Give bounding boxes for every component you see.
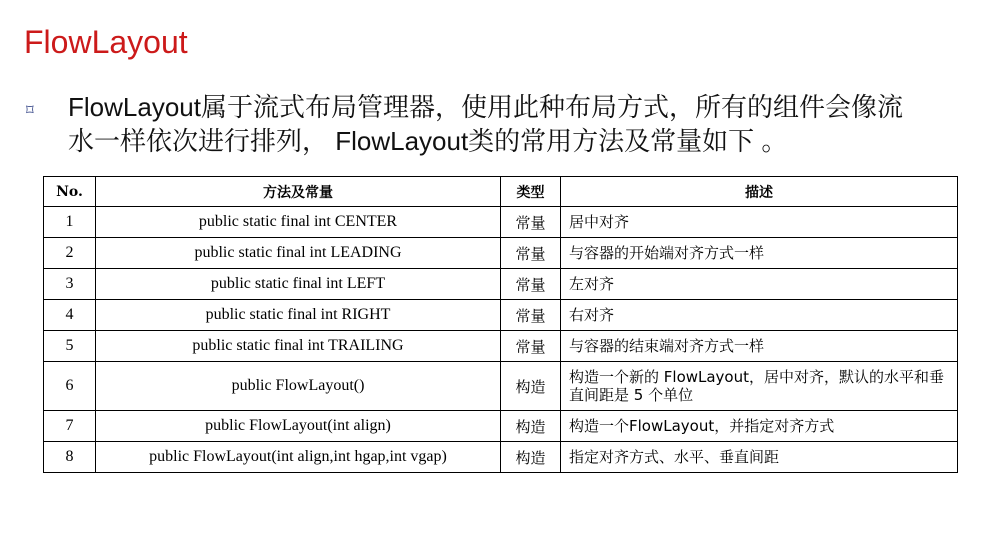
cell-no: 4 (44, 300, 96, 331)
intro-line-1: FlowLayout属于流式布局管理器，使用此种布局方式，所有的组件会像流 (68, 92, 903, 122)
table-row (44, 362, 958, 411)
cell-desc: 构造一个新的 FlowLayout，居中对齐，默认的水平和垂直间距是 5 个单位 (561, 362, 958, 411)
header-type: 类型 (501, 177, 561, 207)
table-row (44, 331, 958, 362)
cell-desc: 左对齐 (561, 269, 958, 300)
cell-type: 构造 (501, 411, 561, 442)
cell-method: public static final int TRAILING (96, 331, 501, 362)
cell-method: public static final int LEADING (96, 238, 501, 269)
table-row (44, 300, 958, 331)
header-desc: 描述 (561, 177, 958, 207)
table-row (44, 411, 958, 442)
cell-no: 5 (44, 331, 96, 362)
cell-method: public FlowLayout(int align) (96, 411, 501, 442)
cell-desc: 指定对齐方式、水平、垂直间距 (561, 442, 958, 473)
cell-desc: 居中对齐 (561, 207, 958, 238)
table-row (44, 269, 958, 300)
header-method: 方法及常量 (96, 177, 501, 207)
methods-table (43, 176, 958, 473)
cell-type: 常量 (501, 238, 561, 269)
slide-title: FlowLayout (24, 24, 188, 60)
cell-no: 2 (44, 238, 96, 269)
header-no: No. (44, 177, 96, 207)
hash-bullet-icon: ⌑ (26, 101, 34, 119)
cell-desc: 右对齐 (561, 300, 958, 331)
table-header-row (44, 177, 958, 207)
cell-no: 6 (44, 362, 96, 411)
cell-method: public FlowLayout() (96, 362, 501, 411)
intro-line-2: 水一样依次进行排列， FlowLayout类的常用方法及常量如下 。 (68, 126, 788, 156)
cell-no: 1 (44, 207, 96, 238)
intro-paragraph (68, 90, 968, 158)
cell-desc: 与容器的结束端对齐方式一样 (561, 331, 958, 362)
cell-desc: 构造一个FlowLayout，并指定对齐方式 (561, 411, 958, 442)
cell-method: public static final int RIGHT (96, 300, 501, 331)
cell-type: 常量 (501, 207, 561, 238)
cell-type: 常量 (501, 269, 561, 300)
cell-method: public static final int CENTER (96, 207, 501, 238)
cell-no: 3 (44, 269, 96, 300)
cell-type: 构造 (501, 362, 561, 411)
table-row (44, 442, 958, 473)
cell-type: 常量 (501, 300, 561, 331)
cell-method: public static final int LEFT (96, 269, 501, 300)
cell-type: 常量 (501, 331, 561, 362)
cell-type: 构造 (501, 442, 561, 473)
cell-desc: 与容器的开始端对齐方式一样 (561, 238, 958, 269)
cell-method: public FlowLayout(int align,int hgap,int vgap) (96, 442, 501, 473)
table-row (44, 207, 958, 238)
cell-no: 8 (44, 442, 96, 473)
table-row (44, 238, 958, 269)
cell-no: 7 (44, 411, 96, 442)
